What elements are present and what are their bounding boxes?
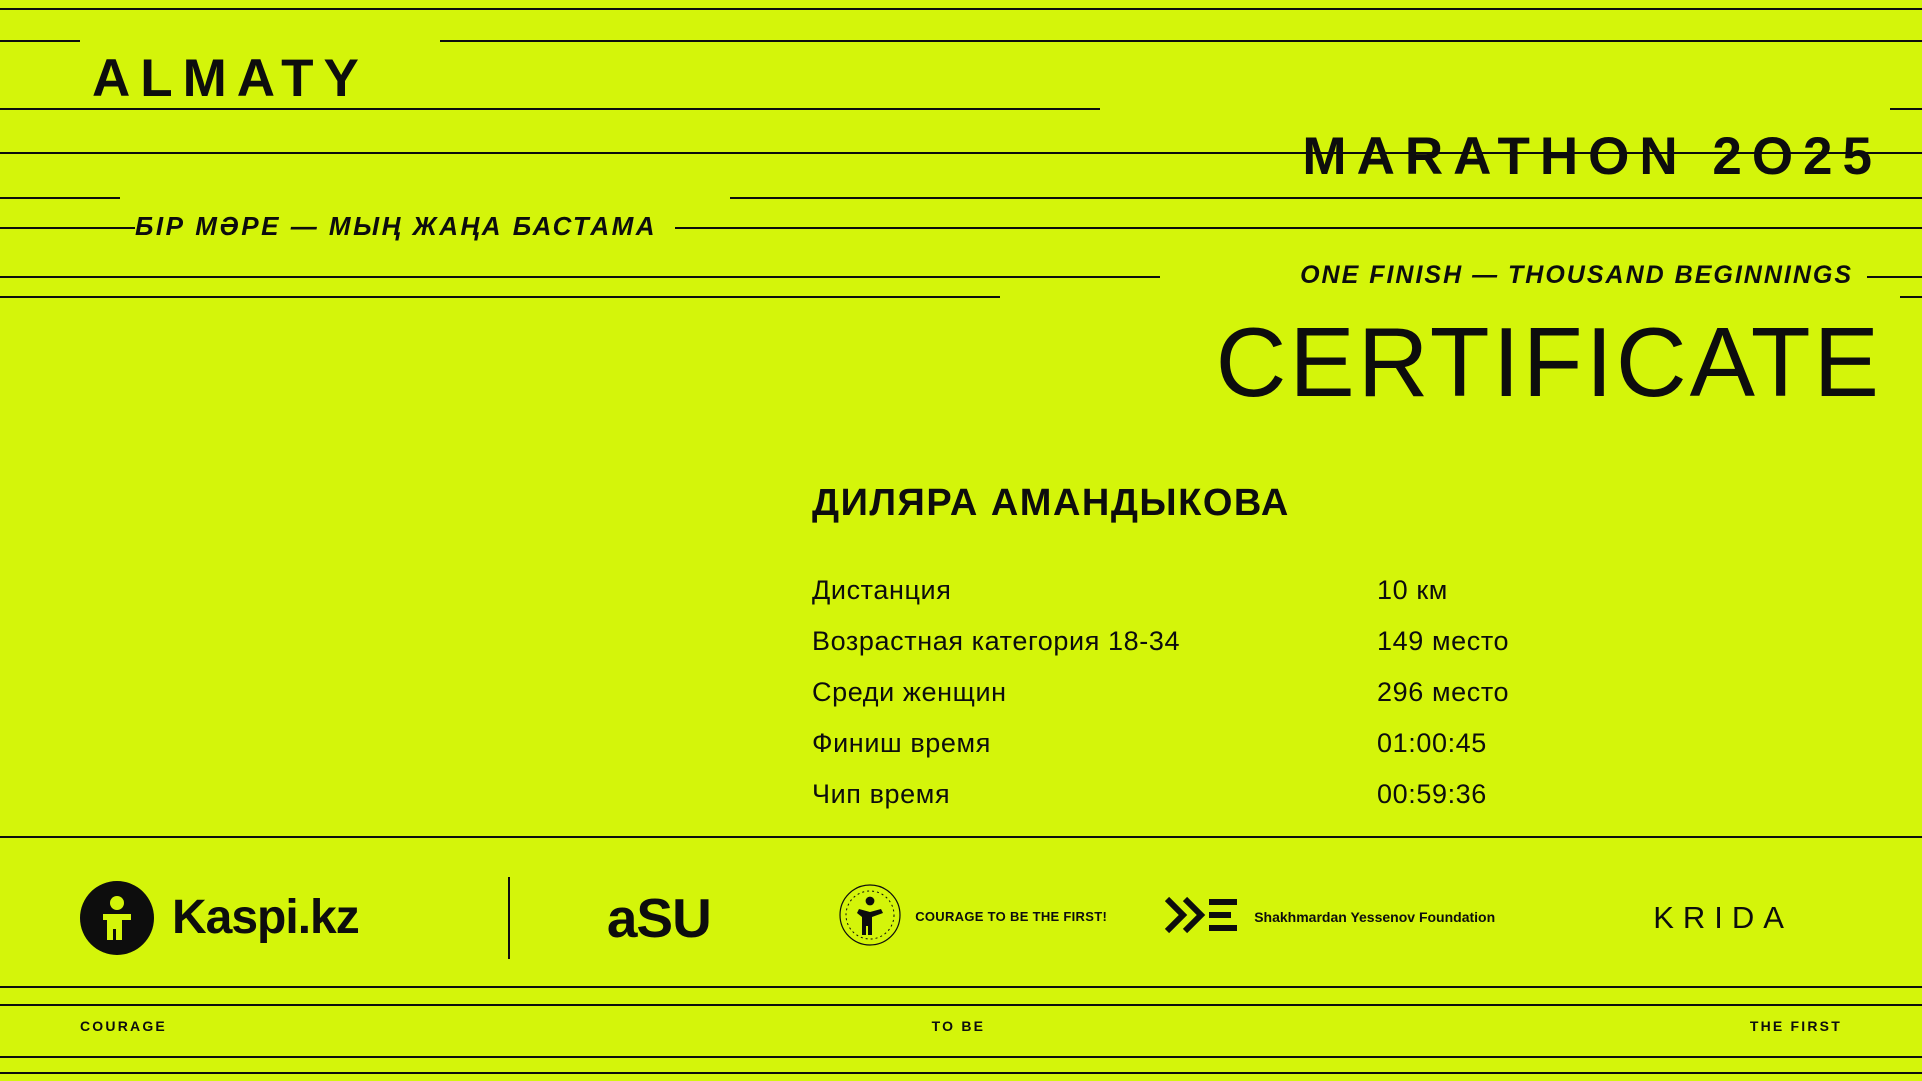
result-details: [812, 575, 1572, 830]
page-title: CERTIFICATE: [1215, 307, 1882, 417]
detail-row: [812, 728, 1572, 759]
asu-wordmark: aSU: [606, 886, 711, 949]
detail-label: Финиш время: [812, 728, 991, 758]
detail-value: 00:59:36: [1377, 779, 1487, 809]
kaspi-wordmark: Kaspi.kz: [172, 891, 359, 944]
divider-line: [0, 836, 1922, 838]
line-mask: [1000, 292, 1900, 304]
corporate-fund-text: [915, 908, 1107, 927]
city-title: ALMATY: [92, 49, 369, 108]
detail-value: 149 место: [1377, 626, 1510, 656]
shakh-line-3: Foundation: [1418, 909, 1496, 926]
yessenov-foundation-text: [1254, 908, 1495, 927]
divider-line: [0, 1004, 1922, 1006]
fund-line-1: COURAGE: [915, 909, 984, 925]
krida-wordmark: KRIDA: [1653, 899, 1793, 935]
yessenov-foundation-icon: [1165, 895, 1241, 940]
line-mask: [1100, 104, 1890, 116]
footer-right: THE FIRST: [1749, 1018, 1842, 1034]
shakh-line-1: Shakhmardan: [1254, 909, 1347, 926]
detail-value: 10 км: [1377, 575, 1448, 605]
sponsor-kaspi: [0, 845, 508, 990]
detail-row: [812, 677, 1572, 708]
shakh-line-2: Yessenov: [1350, 909, 1416, 926]
detail-label: Дистанция: [812, 575, 952, 605]
line-mask: [80, 36, 440, 48]
kaspi-logo-icon: [80, 881, 154, 955]
participant-name: ДИЛЯРА АМАНДЫКОВА: [812, 482, 1290, 524]
footer-bar: [0, 1018, 1922, 1034]
detail-label: Чип время: [812, 779, 951, 809]
detail-value: 296 место: [1377, 677, 1510, 707]
fund-line-2: TO BE: [987, 909, 1029, 925]
sponsor-asu: [510, 845, 808, 990]
fund-line-3: THE FIRST!: [1032, 909, 1108, 925]
event-title: MARATHON 2O25: [1302, 127, 1882, 186]
slogan-kazakh: БІР МӘРЕ — МЫҢ ЖАҢА БАСТАМА: [135, 213, 675, 239]
detail-row: [812, 626, 1572, 657]
sponsor-corporate-fund: [808, 845, 1136, 990]
sponsor-krida: [1524, 845, 1922, 990]
footer-center: TO BE: [931, 1018, 986, 1034]
detail-label: Возрастная категория 18-34: [812, 626, 1181, 656]
divider-line: [0, 1072, 1922, 1074]
sponsor-shakhmardan-yessenov: [1136, 845, 1524, 990]
detail-row: [812, 779, 1572, 810]
slogan-english: ONE FINISH — THOUSAND BEGINNINGS: [1286, 263, 1867, 288]
divider-line: [0, 1056, 1922, 1058]
detail-label: Среди женщин: [812, 677, 1007, 707]
corporate-fund-icon: [837, 882, 903, 953]
sponsor-bar: [0, 845, 1922, 990]
line-mask: [120, 193, 730, 205]
detail-row: [812, 575, 1572, 606]
footer-left: COURAGE: [80, 1018, 167, 1034]
divider-line: [0, 8, 1922, 10]
detail-value: 01:00:45: [1377, 728, 1487, 758]
